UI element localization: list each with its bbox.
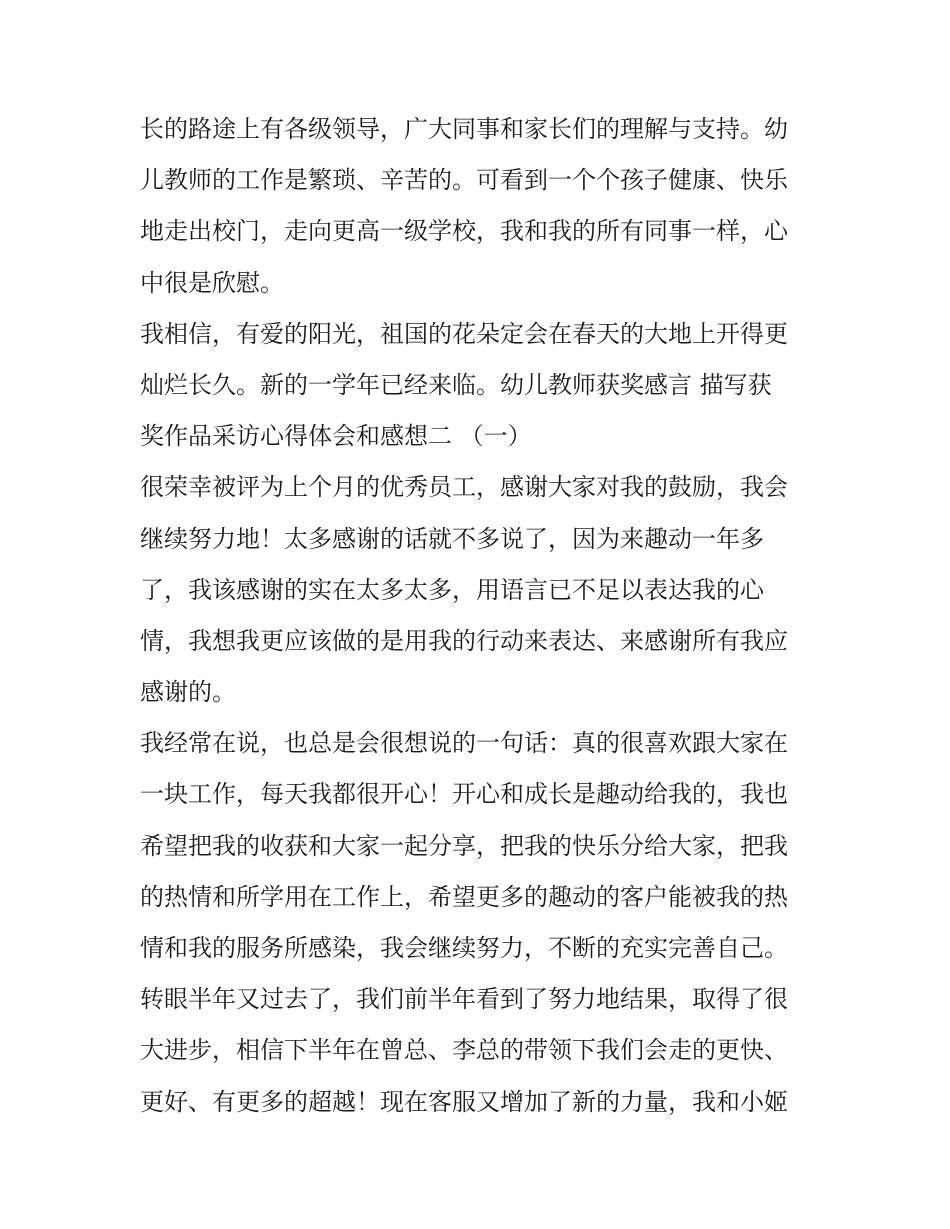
text-line: 长的路途上有各级领导，广大同事和家长们的理解与支持。幼 bbox=[140, 115, 788, 143]
text-line: 希望把我的收获和大家一起分享，把我的快乐分给大家，把我 bbox=[140, 831, 788, 860]
text-line: 儿教师的工作是繁琐、辛苦的。可看到一个个孩子健康、快乐 bbox=[140, 166, 788, 195]
text-line: 灿烂长久。新的一学年已经来临。幼儿教师获奖感言 描写获 bbox=[140, 370, 772, 399]
text-line: 的热情和所学用在工作上，希望更多的趣动的客户能被我的热 bbox=[140, 882, 788, 911]
text-line: 我经常在说，也总是会很想说的一句话：真的很喜欢跟大家在 bbox=[140, 729, 788, 758]
text-line: 更好、有更多的超越！现在客服又增加了新的力量，我和小姬 bbox=[140, 1087, 788, 1116]
text-line: 地走出校门，走向更高一级学校，我和我的所有同事一样，心 bbox=[140, 217, 788, 246]
text-line: 转眼半年又过去了，我们前半年看到了努力地结果，取得了很 bbox=[140, 985, 788, 1014]
document-text-body bbox=[140, 104, 820, 1128]
text-line: 大进步，相信下半年在曾总、李总的带领下我们会走的更快、 bbox=[140, 1036, 788, 1065]
text-line: 感谢的。 bbox=[140, 678, 236, 707]
text-line: 一块工作，每天我都很开心！开心和成长是趣动给我的，我也 bbox=[140, 780, 788, 809]
text-line: 中很是欣慰。 bbox=[140, 268, 284, 297]
text-line: 我相信，有爱的阳光，祖国的花朵定会在春天的大地上开得更 bbox=[140, 319, 788, 348]
text-line: 情，我想我更应该做的是用我的行动来表达、来感谢所有我应 bbox=[140, 626, 788, 655]
text-line: 了，我该感谢的实在太多太多，用语言已不足以表达我的心 bbox=[140, 575, 764, 604]
text-line: 很荣幸被评为上个月的优秀员工，感谢大家对我的鼓励，我会 bbox=[140, 473, 788, 502]
text-line: 奖作品采访心得体会和感想二 （一） bbox=[140, 422, 532, 451]
text-line: 情和我的服务所感染，我会继续努力，不断的充实完善自己。 bbox=[140, 934, 788, 962]
text-line: 继续努力地！太多感谢的话就不多说了，因为来趣动一年多 bbox=[140, 524, 764, 553]
